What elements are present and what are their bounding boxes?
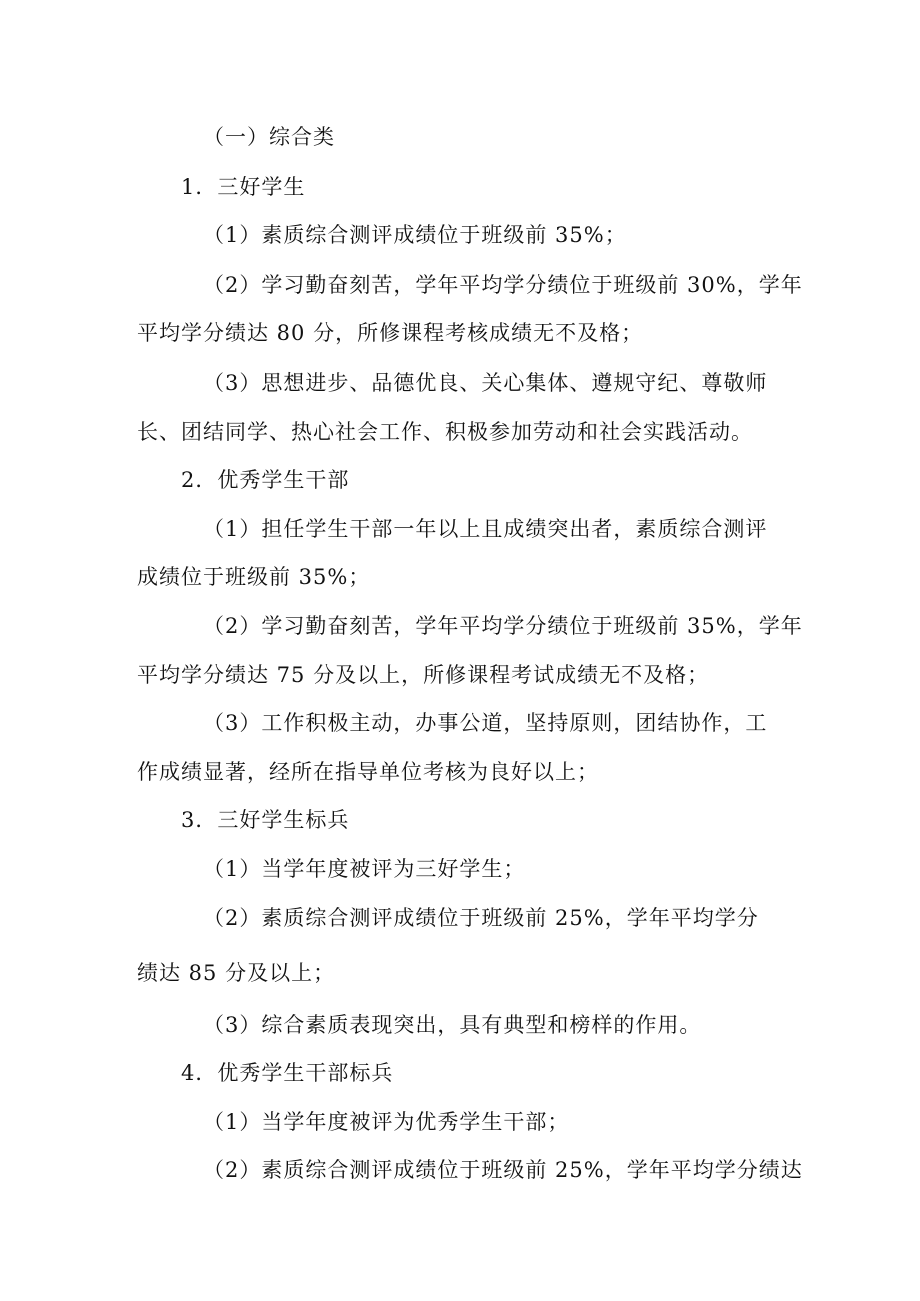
paragraph-line: （1）担任学生干部一年以上且成绩突出者，素质综合测评 xyxy=(203,517,768,541)
paragraph-line: （1）当学年度被评为三好学生； xyxy=(203,857,526,881)
paragraph-line: （1）素质综合测评成绩位于班级前 35%； xyxy=(203,223,627,247)
paragraph-line: （3）综合素质表现突出，具有典型和榜样的作用。 xyxy=(203,1013,702,1037)
paragraph-line: （3）工作积极主动，办事公道，坚持原则，团结协作，工 xyxy=(203,711,768,735)
item-heading-excellent-cadre: 2．优秀学生干部 xyxy=(181,468,350,492)
paragraph-line: 成绩位于班级前 35%； xyxy=(137,565,371,589)
paragraph-line: 平均学分绩达 80 分，所修课程考核成绩无不及格； xyxy=(137,321,644,345)
paragraph-line: 平均学分绩达 75 分及以上，所修课程考试成绩无不及格； xyxy=(137,663,710,687)
paragraph-line: （2）素质综合测评成绩位于班级前 25%，学年平均学分绩达 xyxy=(203,1158,803,1182)
paragraph-line: （1）当学年度被评为优秀学生干部； xyxy=(203,1110,570,1134)
item-heading-excellent-cadre-model: 4．优秀学生干部标兵 xyxy=(181,1061,394,1085)
paragraph-line: 作成绩显著，经所在指导单位考核为良好以上； xyxy=(137,760,599,784)
paragraph-line: 绩达 85 分及以上； xyxy=(137,961,336,985)
paragraph-line: （2）学习勤奋刻苦，学年平均学分绩位于班级前 30%，学年 xyxy=(203,273,803,297)
paragraph-line: （3）思想进步、品德优良、关心集体、遵规守纪、尊敬师 xyxy=(203,371,768,395)
paragraph-line: （2）学习勤奋刻苦，学年平均学分绩位于班级前 35%，学年 xyxy=(203,614,803,638)
item-heading-three-good-student: 1．三好学生 xyxy=(181,175,306,199)
section-heading-comprehensive: （一）综合类 xyxy=(203,125,335,149)
paragraph-line: 长、团结同学、热心社会工作、积极参加劳动和社会实践活动。 xyxy=(137,420,753,444)
item-heading-three-good-model: 3．三好学生标兵 xyxy=(181,808,350,832)
paragraph-line: （2）素质综合测评成绩位于班级前 25%，学年平均学分 xyxy=(203,906,759,930)
